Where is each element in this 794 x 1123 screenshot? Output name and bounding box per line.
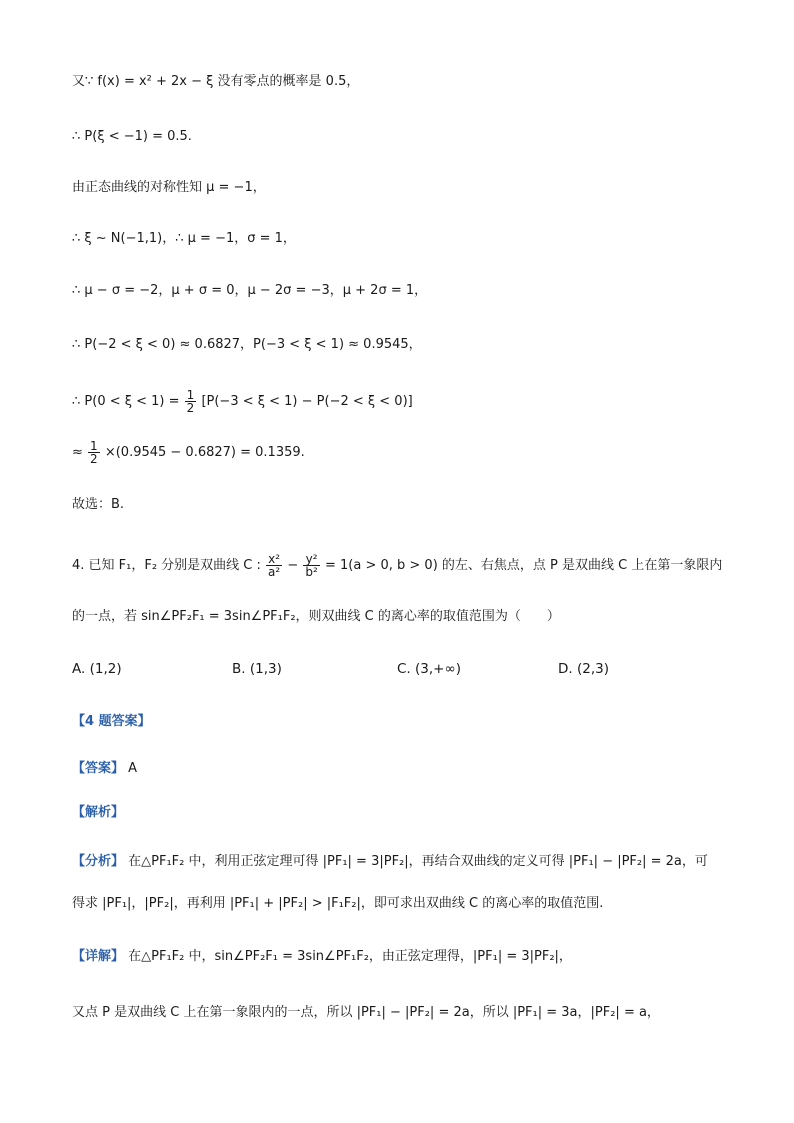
xiangjie-line-1 (72, 946, 734, 968)
options-row (72, 661, 692, 683)
fraction-numerator: 1 (90, 439, 98, 453)
question-line-2: 的一点，若 sin∠PF₂F₁ = 3sin∠PF₁F₂，则双曲线 C 的离心率的取值范围为（ ） (72, 609, 560, 624)
fraction-half (88, 440, 100, 465)
option-label: A. (72, 661, 86, 677)
option-label: C. (397, 661, 411, 677)
text-line-2: ∴ P(ξ < −1) = 0.5. (72, 129, 192, 144)
fenxi-tag: 【分析】 (72, 854, 125, 869)
fraction-denominator: 2 (90, 452, 98, 466)
fraction-numerator: x² (266, 553, 282, 566)
text-line-5: ∴ μ − σ = −2，μ + σ = 0，μ − 2σ = −3，μ + 2σ = 1， (72, 283, 428, 298)
line8-prefix: ≈ (72, 445, 83, 460)
option-label: B. (232, 661, 246, 677)
fenxi-line-2: 得求 |PF₁|，|PF₂|，再利用 |PF₁| + |PF₂| > |F₁F₂|，即可求出双曲线 C 的离心率的取值范围. (72, 896, 604, 911)
xiangjie-text-1: 在△PF₁F₂ 中，sin∠PF₂F₁ = 3sin∠PF₁F₂，由正弦定理得，|PF₁| = 3|PF₂|， (128, 949, 572, 964)
option-d[interactable] (558, 661, 609, 677)
text-line-1: 又∵ f(x) = x² + 2x − ξ 没有零点的概率是 0.5， (72, 74, 360, 89)
fraction-denominator: b² (305, 565, 318, 579)
option-b[interactable] (232, 661, 282, 677)
question-line-1 (72, 553, 734, 578)
fenxi-line-1 (72, 851, 734, 873)
answer-tag: 【答案】 (72, 761, 125, 776)
minus-sign: − (287, 558, 299, 573)
analysis-header (72, 801, 734, 824)
answer-line (72, 758, 734, 780)
answer-header-tag: 【4 题答案】 (72, 714, 151, 729)
fraction-denominator: 2 (186, 401, 195, 415)
line7-prefix: ∴ P(0 < ξ < 1) = (72, 394, 180, 409)
question-prefix: 4. 已知 F₁，F₂ 分别是双曲线 C : (72, 558, 261, 573)
option-value: (2,3) (576, 661, 609, 677)
answer-value: A (128, 761, 138, 776)
option-value: (1,2) (89, 661, 122, 677)
option-label: D. (558, 661, 573, 677)
text-line-7 (72, 389, 734, 414)
xiangjie-line-2: 又点 P 是双曲线 C 上在第一象限内的一点，所以 |PF₁| − |PF₂| = 2a，所以 |PF₁| = 3a，|PF₂| = a， (72, 1005, 660, 1020)
text-line-8 (72, 440, 734, 465)
option-c[interactable] (397, 661, 461, 677)
fraction-x2-a2 (266, 553, 282, 578)
text-line-3: 由正态曲线的对称性知 μ = −1， (72, 180, 266, 195)
xiangjie-tag: 【详解】 (72, 949, 125, 964)
answer-header (72, 710, 734, 733)
analysis-tag: 【解析】 (72, 805, 125, 820)
option-value: (3,+∞) (415, 661, 461, 677)
fraction-numerator: 1 (186, 388, 195, 402)
fenxi-text-1: 在△PF₁F₂ 中，利用正弦定理可得 |PF₁| = 3|PF₂|，再结合双曲线的定义可得 |PF₁| − |PF₂| = 2a，可 (128, 854, 708, 869)
line8-suffix: ×(0.9545 − 0.6827) = 0.1359. (104, 445, 305, 460)
line7-suffix: [P(−3 < ξ < 1) − P(−2 < ξ < 0)] (201, 394, 413, 409)
fraction-numerator: y² (303, 553, 319, 566)
text-line-9: 故选：B. (72, 497, 125, 512)
fraction-denominator: a² (268, 565, 281, 579)
text-line-6: ∴ P(−2 < ξ < 0) ≈ 0.6827，P(−3 < ξ < 1) ≈ 0.9545， (72, 337, 422, 352)
text-line-4: ∴ ξ ~ N(−1,1)，∴ μ = −1，σ = 1， (72, 231, 296, 246)
option-value: (1,3) (249, 661, 282, 677)
fraction-y2-b2 (303, 553, 319, 578)
question-suffix: = 1(a > 0, b > 0) 的左、右焦点，点 P 是双曲线 C 上在第一象限内 (324, 558, 723, 573)
option-a[interactable] (72, 661, 122, 677)
fraction-half (185, 389, 197, 414)
